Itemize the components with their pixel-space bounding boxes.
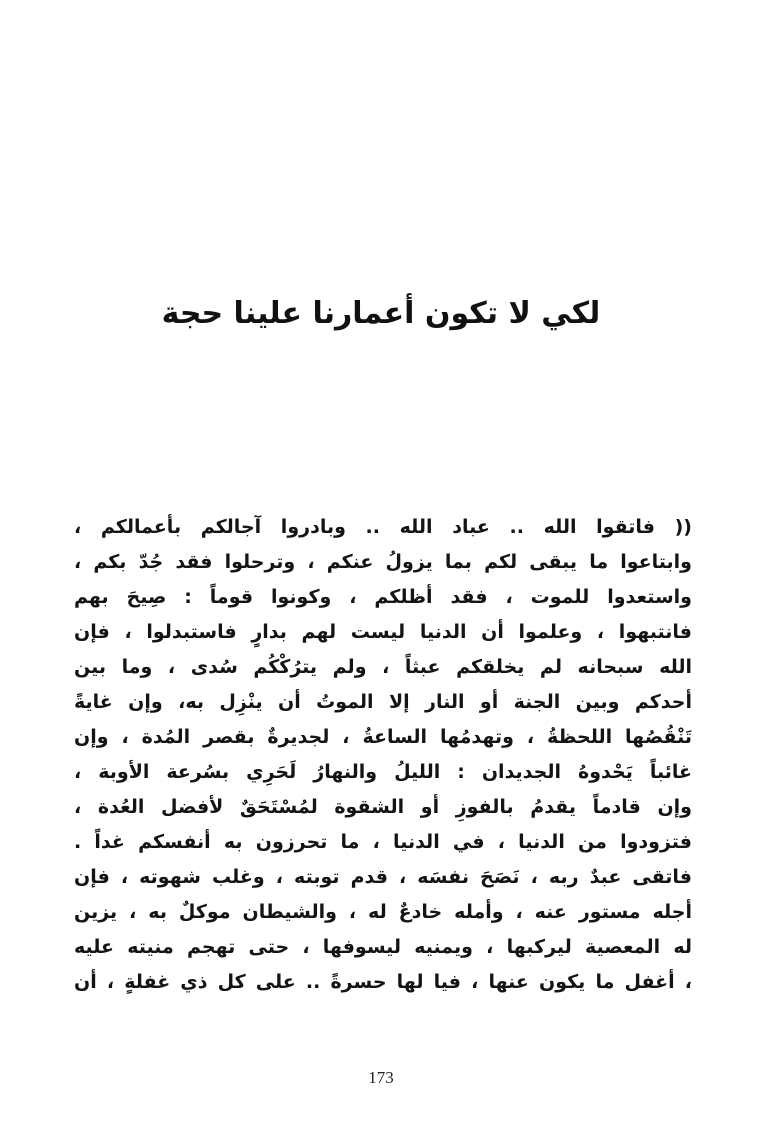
text-line: وابتاعوا ما يبقى لكم بما يزولُ عنكم ، وترحلوا فقد جُدّ بكم ، xyxy=(74,551,692,573)
text-line: فتزودوا من الدنيا ، في الدنيا ، ما تحرزون به أنفسكم غداً . xyxy=(74,831,692,853)
text-line: أجله مستور عنه ، وأمله خادعٌ له ، والشيطان موكلٌ به ، يزين xyxy=(74,901,692,923)
text-line: له المعصية ليركبها ، ويمنيه ليسوفها ، حتى تهجم منيته عليه xyxy=(74,936,692,958)
text-line: غائباً يَحْدوهُ الجديدان : الليلُ والنهارُ لَحَرِي بسُرعة الأوبة ، xyxy=(74,761,692,783)
text-line: تَنْقُصُها اللحظةُ ، وتهدمُها الساعةُ ، لجديرةٌ بقصر المُدة ، وإن xyxy=(74,726,692,748)
text-line: ، أغفل ما يكون عنها ، فيا لها حسرةً .. على كل ذي غفلةٍ ، أن xyxy=(74,971,692,993)
text-line: فانتبهوا ، وعلموا أن الدنيا ليست لهم بدارٍ فاستبدلوا ، فإن xyxy=(74,621,692,643)
text-line: (( فاتقوا الله .. عباد الله .. وبادروا آجالكم بأعمالكم ، xyxy=(74,516,692,538)
page-number: 173 xyxy=(368,1068,394,1087)
text-line: واستعدوا للموت ، فقد أظلكم ، وكونوا قوماً : صِيحَ بهم xyxy=(74,586,692,608)
chapter-title: لكي لا تكون أعمارنا علينا حجة xyxy=(161,296,601,331)
text-line: وإن قادماً يقدمُ بالفوزِ أو الشقوة لمُسْتَحَقٌ لأفضل العُدة ، xyxy=(74,796,692,818)
text-line: أحدكم وبين الجنة أو النار إلا الموتُ أن ينْزِل به، وإن غايةً xyxy=(74,691,692,713)
text-line: الله سبحانه لم يخلقكم عبثاً ، ولم يترُكْكُم سُدى ، وما بين xyxy=(74,656,692,678)
body-text xyxy=(74,510,692,1000)
text-line: فاتقى عبدٌ ربه ، نَصَحَ نفسَه ، قدم توبته ، وغلب شهوته ، فإن xyxy=(74,866,692,888)
